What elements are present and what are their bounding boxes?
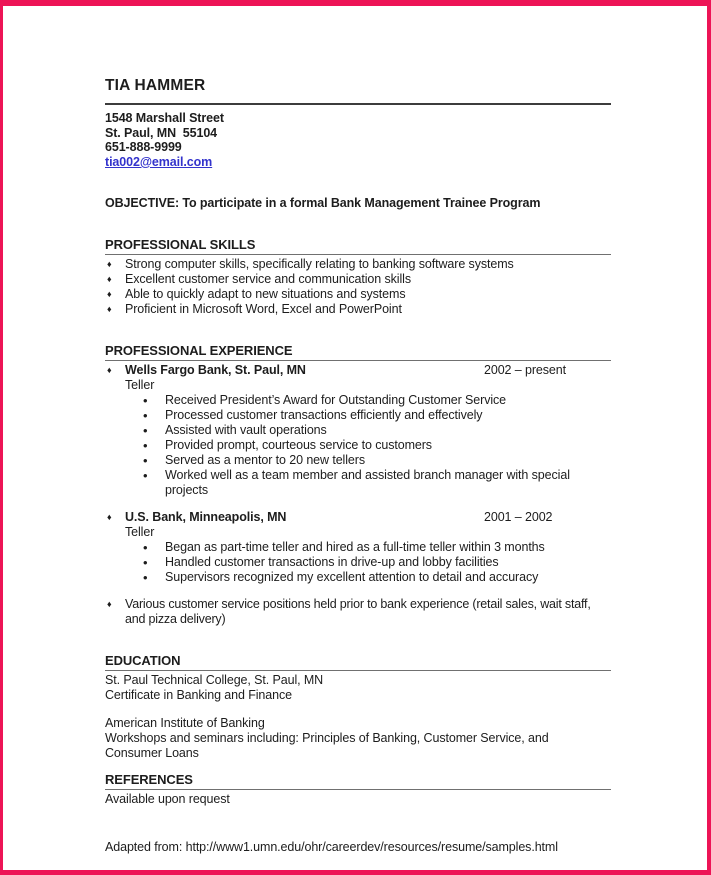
email-link[interactable]: tia002@email.com [105, 154, 213, 169]
education-school: American Institute of Banking [105, 716, 265, 731]
job-title: Teller [125, 525, 155, 540]
skill-item-text: Strong computer skills, specifically relating to banking software systems [125, 257, 514, 272]
circle-bullet-icon: • [143, 423, 148, 439]
job-entry-us-bank [105, 510, 611, 585]
job-bullet [141, 408, 596, 423]
job-employer: Wells Fargo Bank, St. Paul, MN [125, 363, 306, 378]
job-dates: 2002 – present [484, 363, 566, 378]
contact-street: 1548 Marshall Street [105, 111, 224, 125]
education-body [105, 673, 611, 761]
section-professional-skills [105, 237, 611, 317]
job-bullet-text: Began as part-time teller and hired as a full-time teller within 3 months [165, 540, 545, 555]
job-title: Teller [125, 378, 155, 393]
job-bullet [141, 540, 596, 555]
job-bullet-text: Processed customer transactions efficiently and effectively [165, 408, 483, 423]
skill-item [105, 302, 611, 317]
job-bullet [141, 393, 596, 408]
job-bullet-text: Served as a mentor to 20 new tellers [165, 453, 365, 468]
job-bullet-text: Provided prompt, courteous service to customers [165, 438, 432, 453]
skill-item-text: Proficient in Microsoft Word, Excel and PowerPoint [125, 302, 402, 317]
professional-experience-heading: PROFESSIONAL EXPERIENCE [105, 343, 611, 361]
job-bullet-text: Supervisors recognized my excellent attention to detail and accuracy [165, 570, 539, 585]
contact-phone: 651-888-9999 [105, 140, 182, 155]
education-school: St. Paul Technical College, St. Paul, MN [105, 673, 324, 688]
circle-bullet-icon: • [143, 555, 148, 571]
job-bullet-text: Handled customer transactions in drive-up and lobby facilities [165, 555, 499, 570]
skill-item [105, 272, 611, 287]
circle-bullet-icon: • [143, 570, 148, 586]
references-heading: REFERENCES [105, 772, 611, 790]
attribution-text: Adapted from: http://www1.umn.edu/ohr/careerdev/resources/resume/samples.html [105, 840, 558, 855]
candidate-name: TIA HAMMER [105, 77, 206, 94]
skill-item-text: Excellent customer service and communication skills [125, 272, 411, 287]
references-text: Available upon request [105, 792, 230, 807]
contact-city-state-zip: St. Paul, MN 55104 [105, 125, 218, 140]
education-heading: EDUCATION [105, 653, 611, 671]
other-experience [105, 597, 611, 627]
job-bullet [141, 570, 596, 585]
contact-block [105, 111, 611, 169]
education-entry [105, 716, 611, 761]
section-references [105, 772, 611, 807]
circle-bullet-icon: • [143, 453, 148, 469]
job-bullets-list [141, 540, 611, 585]
circle-bullet-icon: • [143, 540, 148, 556]
other-experience-text: Various customer service positions held prior to bank experience (retail sales, wait staff, and pizza delivery) [125, 597, 591, 627]
education-entry [105, 673, 611, 703]
job-bullet [141, 438, 596, 453]
skills-list [105, 257, 611, 317]
job-employer: U.S. Bank, Minneapolis, MN [125, 510, 287, 525]
professional-skills-heading: PROFESSIONAL SKILLS [105, 237, 611, 255]
job-dates: 2001 – 2002 [484, 510, 553, 525]
education-credential: Workshops and seminars including: Principles of Banking, Customer Service, and Consumer Loans [105, 731, 549, 761]
resume-content [3, 6, 707, 855]
circle-bullet-icon: • [143, 438, 148, 454]
diamond-bullet-icon: ♦ [107, 512, 112, 523]
objective-statement: OBJECTIVE: To participate in a formal Bank Management Trainee Program [105, 196, 541, 211]
job-bullet [141, 555, 596, 570]
name-header [105, 76, 611, 105]
job-bullet-text: Received President’s Award for Outstanding Customer Service [165, 393, 507, 408]
education-credential: Certificate in Banking and Finance [105, 688, 292, 703]
job-bullet [141, 468, 596, 498]
job-entry-wells-fargo [105, 363, 611, 498]
job-bullets-list [141, 393, 611, 498]
diamond-bullet-icon: ♦ [107, 259, 112, 270]
circle-bullet-icon: • [143, 393, 148, 409]
circle-bullet-icon: • [143, 468, 148, 484]
skill-item-text: Able to quickly adapt to new situations and systems [125, 287, 406, 302]
diamond-bullet-icon: ♦ [107, 599, 112, 610]
section-education [105, 653, 611, 761]
skill-item [105, 257, 611, 272]
skill-item [105, 287, 611, 302]
job-header [105, 510, 611, 525]
job-bullet [141, 423, 596, 438]
diamond-bullet-icon: ♦ [107, 289, 112, 300]
job-bullet-text: Assisted with vault operations [165, 423, 327, 438]
job-bullet [141, 453, 596, 468]
diamond-bullet-icon: ♦ [107, 365, 112, 376]
job-header [105, 363, 611, 378]
circle-bullet-icon: • [143, 408, 148, 424]
job-bullet-text: Worked well as a team member and assisted branch manager with special projects [165, 468, 570, 498]
section-professional-experience [105, 343, 611, 627]
diamond-bullet-icon: ♦ [107, 304, 112, 315]
diamond-bullet-icon: ♦ [107, 274, 112, 285]
